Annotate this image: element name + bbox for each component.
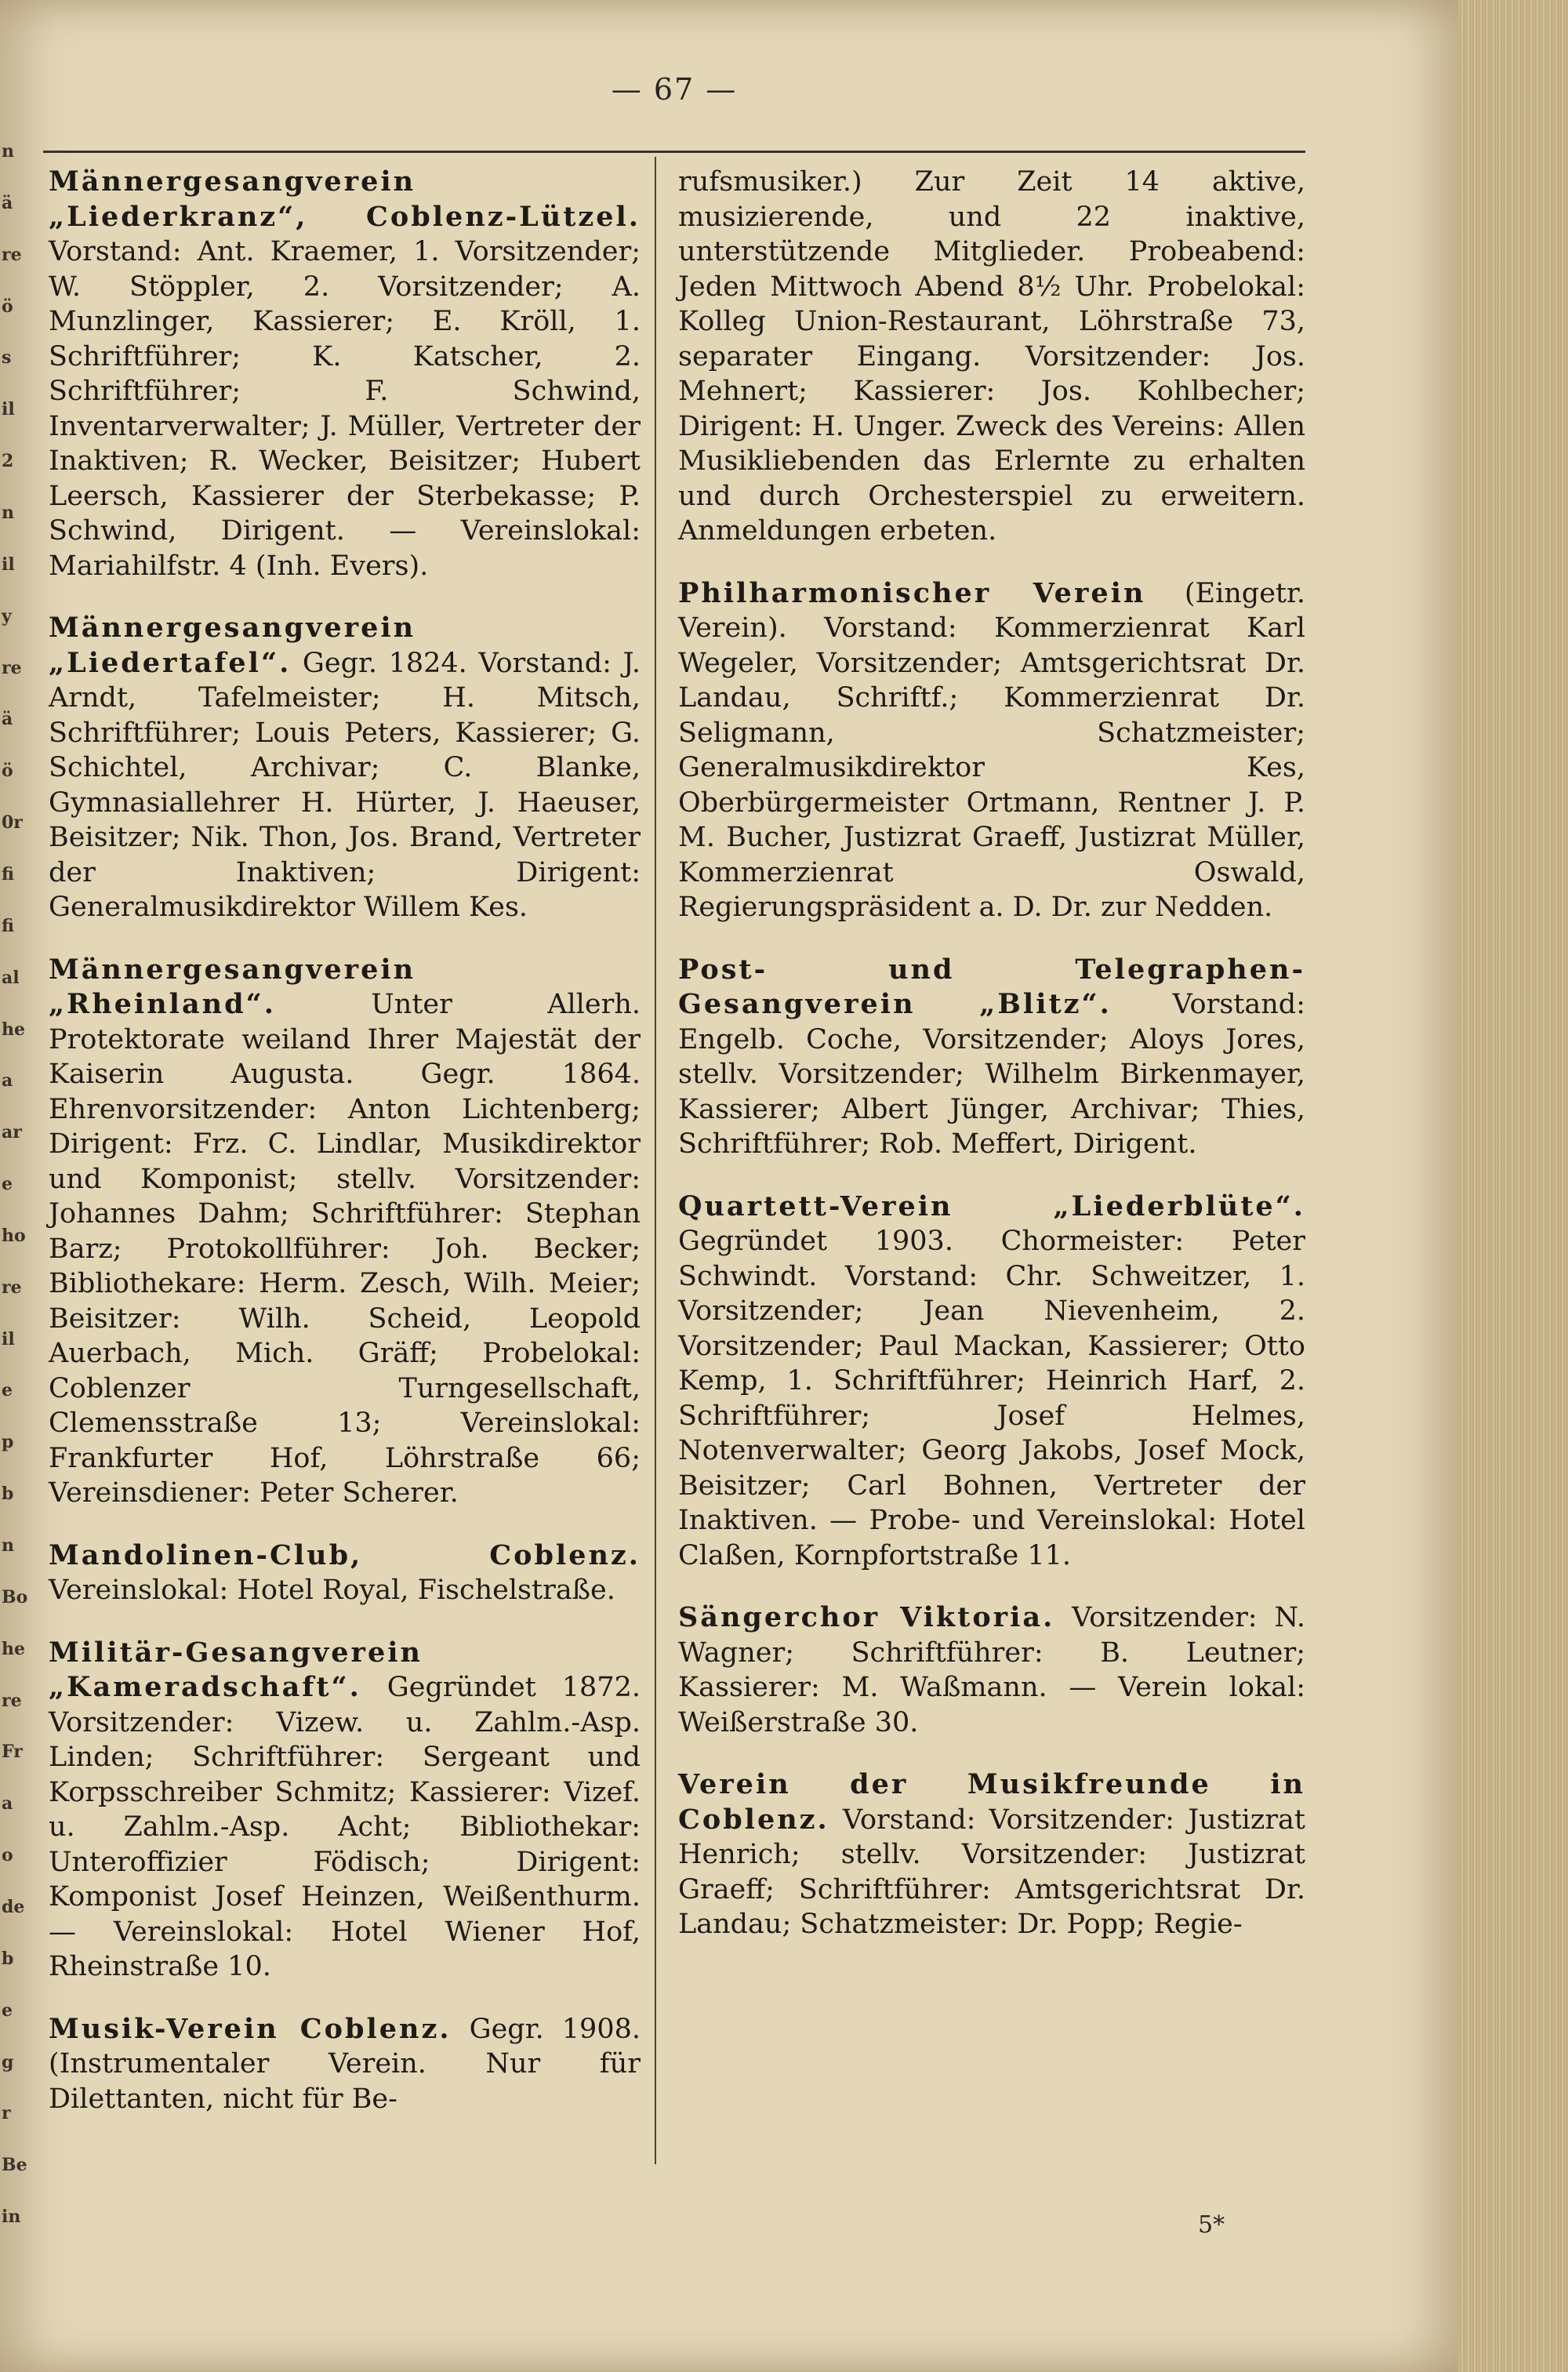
entry-saengerchor-viktoria bbox=[678, 1600, 1305, 1740]
entry-title: Quartett-Verein „Liederblüte“. bbox=[678, 1190, 1305, 1222]
margin-fragment: r bbox=[2, 2103, 11, 2123]
entry-rheinland bbox=[49, 953, 641, 1511]
entry-title: Post- und Telegraphen-Gesangverein „Blitz“. bbox=[678, 953, 1305, 1020]
margin-fragment: he bbox=[2, 1019, 25, 1040]
entry-title: Philharmonischer Verein bbox=[678, 576, 1146, 609]
margin-fragment: a bbox=[2, 1793, 13, 1814]
margin-fragment: ä bbox=[2, 709, 13, 729]
entry-kameradschaft bbox=[49, 1636, 641, 1985]
margin-fragment: re bbox=[2, 245, 22, 265]
entry-liederbluete bbox=[678, 1190, 1305, 1574]
margin-fragment: n bbox=[2, 503, 14, 523]
margin-fragment: fi bbox=[2, 916, 14, 936]
margin-fragment: ö bbox=[2, 761, 13, 781]
signature-mark: 5* bbox=[1198, 2211, 1225, 2239]
entry-title: Männergesangverein „Liederkranz“, Coblenz-Lützel. bbox=[49, 165, 641, 233]
margin-fragment: Bo bbox=[2, 1587, 28, 1607]
entry-musikfreunde bbox=[678, 1767, 1305, 1942]
margin-fragment: de bbox=[2, 1897, 25, 1917]
margin-fragment: 0r bbox=[2, 812, 23, 833]
margin-fragment: il bbox=[2, 1329, 15, 1349]
column-divider bbox=[655, 157, 656, 2164]
entry-text: (Eingetr. Verein). Vorstand: Kommerzienrat Karl Wegeler, Vorsitzender; Amtsgerichtsrat Dr. Landau, Schriftf.; Kommerzienrat Dr. Seligmann, Schatzmeister; Generalmusikdirektor Kes, Oberbürgermeister Ortmann, Rentner J. P. M. Bucher, Justizrat Graeff, Justizrat Müller, Kommerzienrat Oswald, Regierungspräsident a. D. Dr. zur Nedden. bbox=[678, 577, 1305, 923]
margin-fragment: e bbox=[2, 1174, 13, 1194]
entry-title: Sängerchor Viktoria. bbox=[678, 1601, 1055, 1633]
entry-text: rufsmusiker.) Zur Zeit 14 aktive, musizierende, und 22 inaktive, unterstützende Mitglieder. Probeabend: Jeden Mittwoch Abend 8½ Uhr. Probelokal: Kolleg Union-Restaurant, Löhrstraße 73, separater Eingang. Vorsitzender: Jos. Mehnert; Kassierer: Jos. Kohlbecher; Dirigent: H. Unger. Zweck des Vereins: Allen Musikliebenden das Erlernte zu erhalten und durch Orchesterspiel zu erweitern. Anmeldungen erbeten. bbox=[678, 166, 1305, 547]
margin-fragment: il bbox=[2, 554, 15, 575]
entry-text: Vereinslokal: Hotel Royal, Fischelstraße. bbox=[49, 1575, 615, 1606]
right-column bbox=[678, 165, 1305, 1970]
margin-fragment: y bbox=[2, 606, 12, 627]
entry-title: Musik-Verein Coblenz. bbox=[49, 2012, 452, 2045]
entry-title: Verein der Musikfreunde in Coblenz. bbox=[678, 1768, 1305, 1836]
entry-title: Mandolinen-Club, Coblenz. bbox=[49, 1538, 641, 1571]
entry-text: Vorsitzender: N. Wagner; Schriftführer: B. Leutner; Kassierer: M. Waßmann. — Verein lokal: Weißerstraße 30. bbox=[678, 1602, 1305, 1738]
entry-text: Gegründet 1903. Chormeister: Peter Schwindt. Vorstand: Chr. Schweitzer, 1. Vorsitzender; Jean Nievenheim, 2. Vorsitzender; Paul Mackan, Kassierer; Otto Kemp, 1. Schriftführer; Heinrich Harf, 2. Schriftführer; Josef Helmes, Notenverwalter; Georg Jakobs, Josef Mock, Beisitzer; Carl Bohnen, Vertreter der Inaktiven. — Probe- und Vereinslokal: Hotel Claßen, Kornpfortstraße 11. bbox=[678, 1226, 1305, 1571]
margin-fragment: fi bbox=[2, 864, 14, 885]
entry-philharmonischer-verein bbox=[678, 576, 1305, 925]
entry-blitz bbox=[678, 953, 1305, 1162]
left-column bbox=[49, 165, 641, 2144]
margin-fragment: 2 bbox=[2, 451, 14, 471]
margin-fragment: g bbox=[2, 2052, 14, 2072]
margin-fragment: Be bbox=[2, 2155, 27, 2175]
margin-fragment: Fr bbox=[2, 1742, 23, 1762]
entry-text: Unter Allerh. Protektorate weiland Ihrer Majestät der Kaiserin Augusta. Gegr. 1864. Ehrenvorsitzender: Anton Lichtenberg; Dirigent: Frz. C. Lindlar, Musikdirektor und Komponist; stellv. Vorsitzender: Johannes Dahm; Schriftführer: Stephan Barz; Protokollführer: Joh. Becker; Bibliothekare: Herm. Zesch, Wilh. Meier; Beisitzer: Wilh. Scheid, Leopold Auerbach, Mich. Gräff; Probelokal: Coblenzer Turngesellschaft, Clemensstraße 13; Vereinslokal: Frankfurter Hof, Löhrstraße 66; Vereinsdiener: Peter Scherer. bbox=[49, 989, 641, 1509]
entry-text: Gegründet 1872. Vorsitzender: Vizew. u. Zahlm.-Asp. Linden; Schriftführer: Sergeant und Korpsschreiber Schmitz; Kassierer: Vizef. u. Zahlm.-Asp. Acht; Bibliothekar: Unteroffizier Födisch; Dirigent: Komponist Josef Heinzen, Weißenthurm. — Vereinslokal: Hotel Wiener Hof, Rheinstraße 10. bbox=[49, 1672, 641, 1982]
entry-mandolinen-club bbox=[49, 1538, 641, 1608]
page-stack-edge bbox=[1458, 0, 1568, 2372]
entry-musik-verein bbox=[49, 2012, 641, 2117]
entry-text: Gegr. 1824. Vorstand: J. Arndt, Tafelmeister; H. Mitsch, Schriftführer; Louis Peters, Kassierer; G. Schichtel, Archivar; C. Blanke, Gymnasiallehrer H. Hürter, J. Haeuser, Beisitzer; Nik. Thon, Jos. Brand, Vertreter der Inaktiven; Dirigent: Generalmusikdirektor Willem Kes. bbox=[49, 647, 641, 923]
entry-text: Gegr. 1908. (Instrumentaler Verein. Nur für Dilettanten, nicht für Be- bbox=[49, 2013, 641, 2115]
margin-fragment: ä bbox=[2, 193, 13, 213]
page-number: — 67 — bbox=[611, 72, 738, 107]
margin-fragment: b bbox=[2, 1484, 14, 1504]
entry-title: Männergesangverein „Rheinland“. bbox=[49, 953, 416, 1020]
margin-fragment: b bbox=[2, 1949, 14, 1969]
margin-fragment: e bbox=[2, 2000, 13, 2021]
margin-fragment: s bbox=[2, 347, 12, 368]
entry-musik-verein-continued bbox=[678, 165, 1305, 549]
margin-fragment: re bbox=[2, 1277, 22, 1298]
entry-text: Vorstand: Ant. Kraemer, 1. Vorsitzender; W. Stöppler, 2. Vorsitzender; A. Munzlinger, Kassierer; E. Kröll, 1. Schriftführer; K. Katscher, 2. Schriftführer; F. Schwind, Inventarverwalter; J. Müller, Vertreter der Inaktiven; R. Wecker, Beisitzer; Hubert Leersch, Kassierer der Sterbekasse; P. Schwind, Dirigent. — Vereinslokal: Mariahilfstr. 4 (Inh. Evers). bbox=[49, 236, 641, 582]
entry-liedertafel bbox=[49, 611, 641, 925]
margin-fragment: ho bbox=[2, 1226, 26, 1246]
margin-fragment: ö bbox=[2, 296, 13, 317]
margin-fragment: e bbox=[2, 1380, 13, 1400]
entry-liederkranz bbox=[49, 165, 641, 583]
margin-fragment: a bbox=[2, 1070, 13, 1091]
margin-fragment: he bbox=[2, 1639, 25, 1659]
margin-fragment: il bbox=[2, 399, 15, 420]
margin-fragment: in bbox=[2, 2207, 21, 2227]
header-rule bbox=[43, 151, 1305, 153]
entry-title: Männergesangverein „Liedertafel“. bbox=[49, 612, 416, 679]
margin-fragment: o bbox=[2, 1845, 13, 1865]
margin-fragment: al bbox=[2, 968, 20, 988]
margin-fragment: n bbox=[2, 1535, 14, 1556]
margin-fragment: re bbox=[2, 658, 22, 678]
margin-fragment: p bbox=[2, 1432, 14, 1452]
margin-fragment: n bbox=[2, 141, 14, 162]
entry-text: Vorstand: Vorsitzender: Justizrat Henrich; stellv. Vorsitzender: Justizrat Graeff; Schriftführer: Amtsgerichtsrat Dr. Landau; Schatzmeister: Dr. Popp; Regie- bbox=[678, 1804, 1305, 1940]
adjacent-page-margin bbox=[0, 141, 31, 2337]
margin-fragment: re bbox=[2, 1691, 22, 1711]
entry-title: Militär-Gesangverein „Kameradschaft“. bbox=[49, 1636, 423, 1703]
margin-fragment: ar bbox=[2, 1122, 22, 1142]
entry-text: Vorstand: Engelb. Coche, Vorsitzender; Aloys Jores, stellv. Vorsitzender; Wilhelm Birkenmayer, Kassierer; Albert Jünger, Archivar; Thies, Schriftführer; Rob. Meffert, Dirigent. bbox=[678, 989, 1305, 1160]
